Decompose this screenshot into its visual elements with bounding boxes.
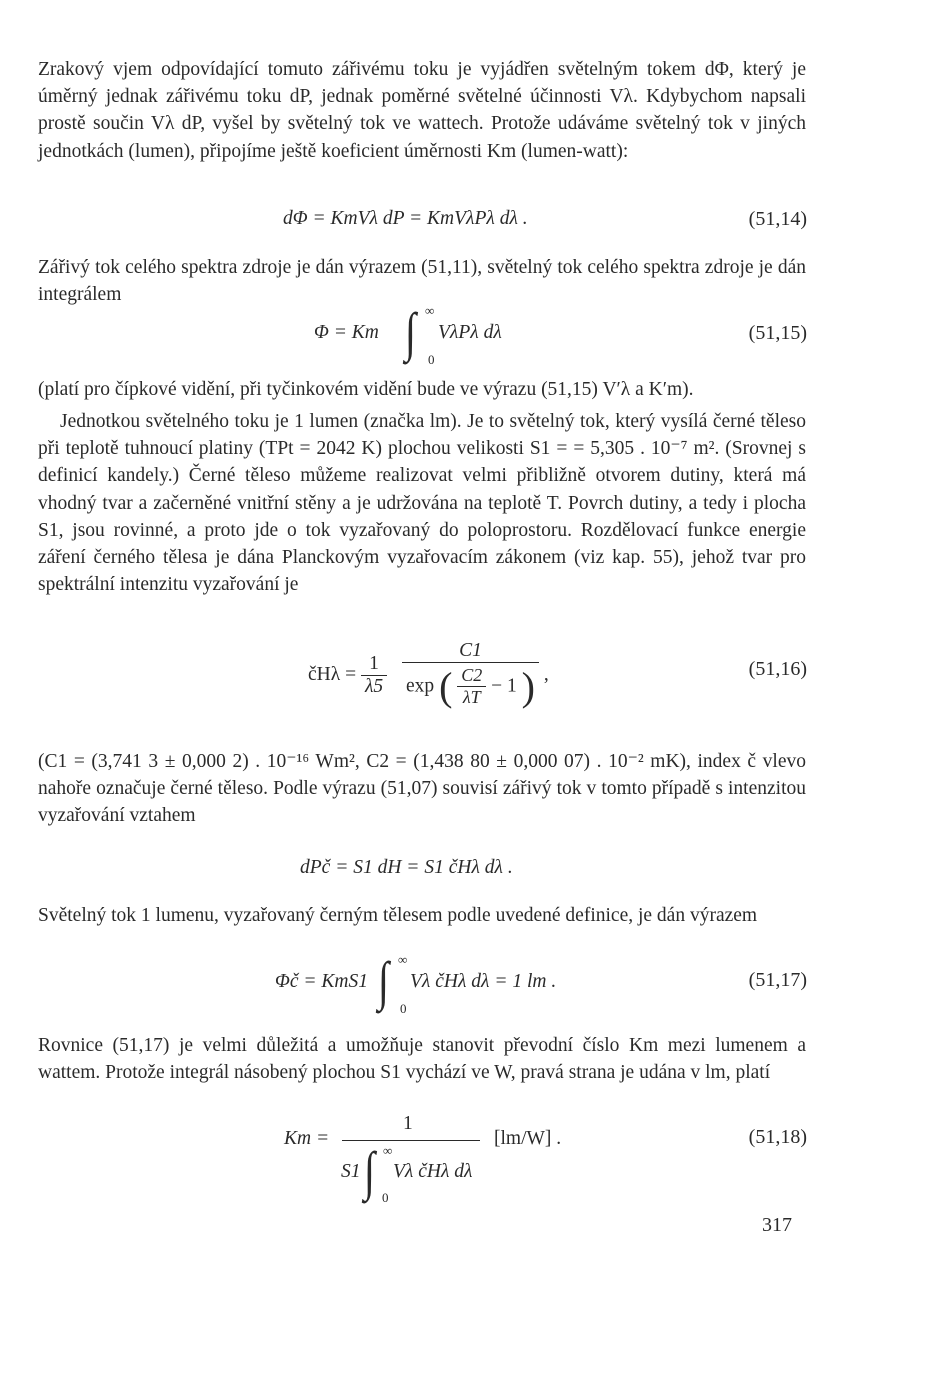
equation-number-51-17: (51,17) — [748, 969, 807, 991]
equation-51-16: čHλ = $\frac{1}{\lambda 5}$ C1 exp ( $\frac{C2}{\lambda T}$ − 1 ) , — [308, 640, 549, 709]
integral-upper-limit-51-17: ∞ — [398, 952, 408, 967]
paragraph-cone-vision-note: (platí pro čípkové vidění, při tyčinkovém vidění bude ve výrazu (51,15) V′λ a K′m). — [38, 379, 694, 400]
equation-51-18-unit: [lm/W] . — [494, 1128, 562, 1149]
equation-51-15-lhs: Φ = Km — [314, 322, 379, 343]
equation-51-15-integrand: VλPλ dλ — [438, 322, 502, 343]
integral-upper-limit-51-18: ∞ — [383, 1143, 393, 1158]
integral-lower-limit-51-15: 0 — [428, 352, 435, 367]
integral-upper-limit-51-15: ∞ — [425, 303, 435, 318]
paragraph-conversion-factor: Rovnice (51,17) je velmi důležitá a umožňuje stanovit převodní číslo Km mezi lumenem a wattem. Protože integrál násobený plochou S1 vychází ve W, pravá strana je udána v lm, platí — [38, 1035, 806, 1084]
fraction-planck-exponential: C1 exp ( $\frac{C2}{\lambda T}$ − 1 ) — [402, 640, 539, 710]
equation-radiant-flux-blackbody: dPč = S1 dH = S1 čHλ dλ . — [300, 857, 513, 878]
paragraph-whole-spectrum: Zářivý tok celého spektra zdroje je dán výrazem (51,11), světelný tok celého spektra zdroje je dán integrálem — [38, 257, 806, 306]
equation-number-51-15: (51,15) — [748, 322, 807, 344]
integral-sign-51-17: ∫ — [378, 951, 390, 1011]
equation-51-14-text: dΦ = KmVλ dP = KmVλPλ dλ . — [283, 208, 528, 229]
equation-number-51-18: (51,18) — [748, 1126, 807, 1148]
equation-51-18-fraction-bar — [342, 1140, 480, 1141]
integral-sign-51-15: ∫ — [405, 302, 417, 362]
page-number: 317 — [762, 1214, 792, 1236]
equation-51-14 — [283, 208, 528, 230]
equation-number-51-16: (51,16) — [748, 658, 807, 680]
equation-51-17 — [275, 971, 368, 993]
integral-lower-limit-51-17: 0 — [400, 1001, 407, 1016]
equation-51-18-lhs: Km = — [284, 1128, 330, 1149]
equation-51-15 — [314, 322, 379, 344]
paragraph-lumen-flux: Světelný tok 1 lumenu, vyzařovaný černým tělesem podle uvedené definice, je dán výrazem — [38, 905, 758, 926]
equation-51-17-lhs: Φč = KmS1 — [275, 971, 368, 992]
fraction-one-over-lambda5: $\frac{1}{\lambda 5}$ — [361, 653, 387, 698]
equation-51-16-lhs: čHλ = — [308, 664, 357, 685]
paragraph-luminous-flux-intro: Zrakový vjem odpovídající tomuto zářivému toku je vyjádřen světelným tokem dΦ, který je úměrný jednak zářivému toku dP, jednak poměrné světelné účinnosti Vλ. Kdybychom napsali prostě součin Vλ dP, vyšel by světelný tok ve wattech. Protože udáváme světelný tok v jiných jednotkách (lumen), připojíme ještě koeficient úměrnosti Km (lumen-watt): — [38, 59, 806, 162]
equation-number-51-14: (51,14) — [748, 208, 807, 230]
equation-51-18-den-integrand: Vλ čHλ dλ — [393, 1161, 473, 1182]
equation-51-18-den-prefix: S1 — [341, 1161, 361, 1182]
integral-lower-limit-51-18: 0 — [382, 1190, 389, 1205]
integral-sign-51-18: ∫ — [364, 1141, 376, 1201]
paragraph-lumen-definition: Jednotkou světelného toku je 1 lumen (značka lm). Je to světelný tok, který vysílá černé těleso při teplotě tuhnoucí platiny (TPt = 2042 K) plochou velikosti S1 = = 5,305 . 10⁻⁷ m². (Srovnej s definicí kandely.) Černé těleso můžeme realizovat velmi přibližně otvorem dutiny, která má vhodný tvar a začerněné vnitřní stěny a je udržována na teplotě T. Povrch dutiny, a tedy i plocha S1, jsou rovinné, a proto jde o tok vyzařovaný do poloprostoru. Rozdělovací funkce energie záření černého tělesa je dána Planckovým vyzařovacím zákonem (viz kap. 55), jehož tvar pro spektrální intenzitu vyzařování je — [38, 411, 806, 596]
paragraph-constants: (C1 = (3,741 3 ± 0,000 2) . 10⁻¹⁶ Wm², C2 = (1,438 80 ± 0,000 07) . 10⁻² mK), index č vlevo nahoře označuje černé těleso. Podle výrazu (51,07) souvisí zářivý tok v tomto případě s intenzitou vyzařování vztahem — [38, 751, 806, 827]
equation-51-18-numerator: 1 — [403, 1113, 413, 1134]
equation-51-17-integrand: Vλ čHλ dλ = 1 lm . — [410, 971, 557, 992]
